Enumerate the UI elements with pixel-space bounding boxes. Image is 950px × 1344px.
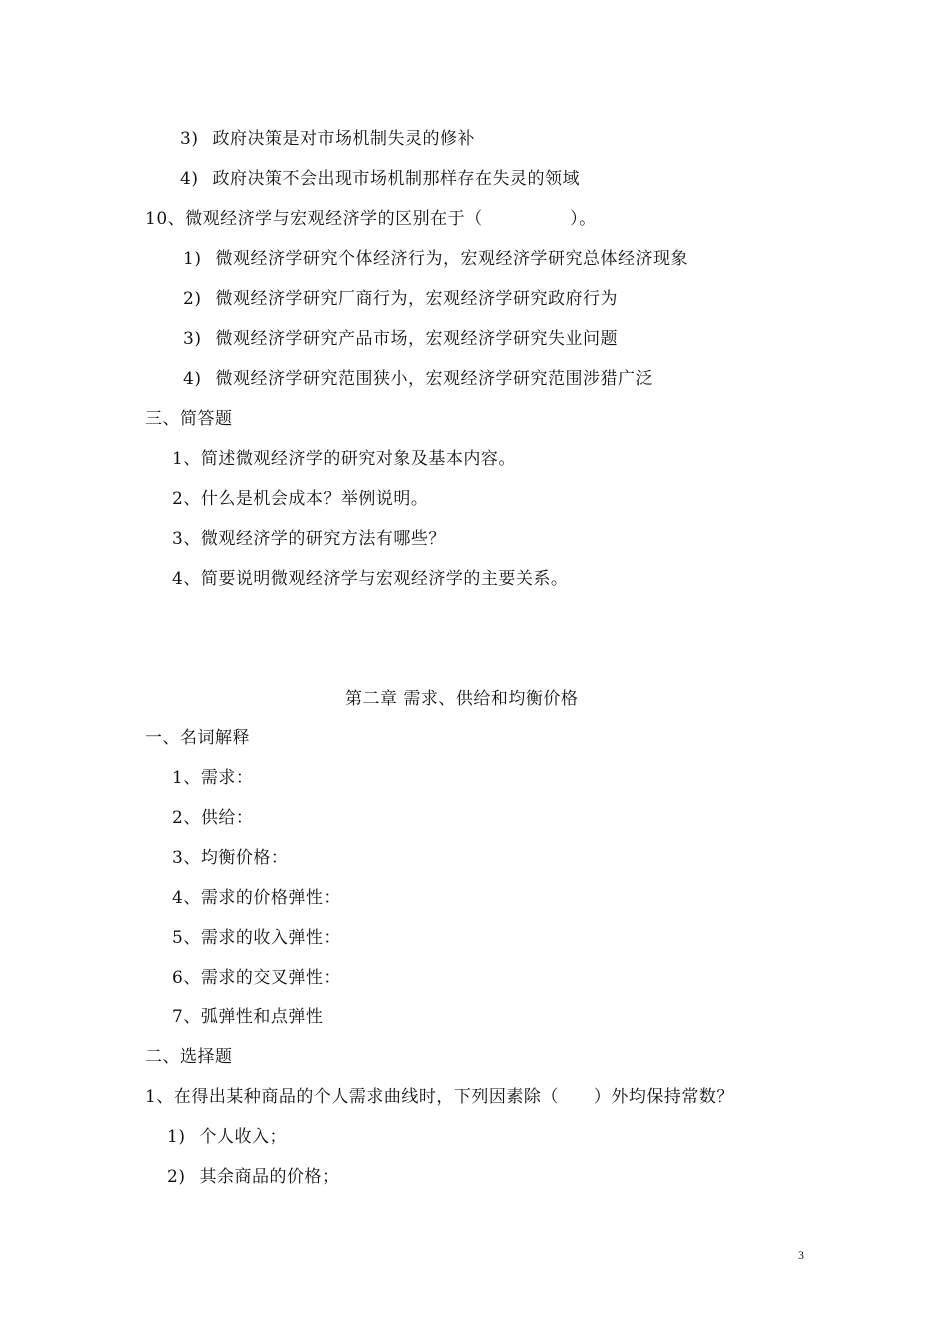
- option-text: 微观经济学研究厂商行为，宏观经济学研究政府行为: [215, 289, 618, 309]
- short-answer-item: 3、微观经济学的研究方法有哪些？: [172, 529, 446, 549]
- section-heading-short-answer: 三、简答题: [145, 409, 233, 429]
- option-text: 个人收入；: [199, 1127, 287, 1147]
- choice-q1-option-1: [167, 1126, 287, 1148]
- short-answer-item: 4、简要说明微观经济学与宏观经济学的主要关系。: [172, 569, 569, 589]
- option-text: 其余商品的价格；: [199, 1167, 340, 1187]
- definition-item: 1、需求：: [172, 768, 254, 788]
- choice-question-1: 1、在得出某种商品的个人需求曲线时，下列因素除（ ）外均保持常数？: [145, 1087, 734, 1107]
- choice-q1-option-2: [167, 1166, 339, 1188]
- definition-item: 4、需求的价格弹性：: [172, 888, 341, 908]
- section-heading-choice: 二、选择题: [145, 1047, 233, 1067]
- definition-item: 5、需求的收入弹性：: [172, 928, 341, 948]
- definition-item: 6、需求的交叉弹性：: [172, 968, 341, 988]
- option-number: 2): [183, 289, 202, 309]
- short-answer-item: 1、简述微观经济学的研究对象及基本内容。: [172, 449, 516, 469]
- definition-item: 7、弧弹性和点弹性: [172, 1007, 324, 1027]
- definition-item: 2、供给：: [172, 808, 254, 828]
- option-4-prev: [180, 168, 580, 190]
- page-number: 3: [798, 1248, 804, 1262]
- option-text: 政府决策不会出现市场机制那样存在失灵的领域: [212, 169, 580, 189]
- option-3-prev: [180, 128, 475, 150]
- short-answer-item: 2、什么是机会成本？举例说明。: [172, 489, 429, 509]
- q10-option-1: [183, 248, 688, 270]
- definition-item: 3、均衡价格：: [172, 848, 289, 868]
- option-number: 3): [183, 329, 202, 349]
- option-text: 政府决策是对市场机制失灵的修补: [212, 129, 475, 149]
- option-number: 4): [180, 169, 199, 189]
- option-number: 4): [183, 369, 202, 389]
- option-number: 2): [167, 1167, 186, 1187]
- q10-option-2: [183, 288, 618, 310]
- option-text: 微观经济学研究个体经济行为，宏观经济学研究总体经济现象: [215, 249, 688, 269]
- section-heading-definitions: 一、名词解释: [145, 728, 250, 748]
- option-number: 3): [180, 129, 199, 149]
- option-text: 微观经济学研究产品市场，宏观经济学研究失业问题: [215, 329, 618, 349]
- option-text: 微观经济学研究范围狭小，宏观经济学研究范围涉猎广泛: [215, 369, 653, 389]
- q10-option-3: [183, 328, 618, 350]
- option-number: 1): [167, 1127, 186, 1147]
- chapter-title: 第二章 需求、供给和均衡价格: [345, 689, 579, 709]
- question-10: 10、微观经济学与宏观经济学的区别在于（ ）。: [145, 209, 597, 229]
- q10-option-4: [183, 368, 653, 390]
- option-number: 1): [183, 249, 202, 269]
